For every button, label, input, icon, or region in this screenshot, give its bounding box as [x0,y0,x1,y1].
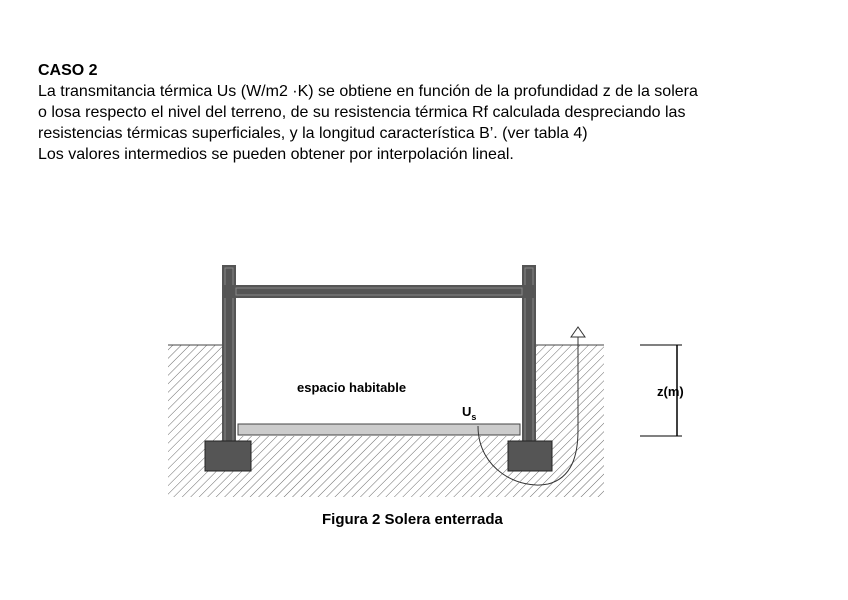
space-label: espacio habitable [297,380,407,395]
us-label: $U_s$ [462,404,477,422]
roof-slab [222,285,536,298]
depth-label: z(m) [657,384,684,399]
footing-right [508,441,552,471]
paragraph-line-3: resistencias térmicas superficiales, y la longitud característica B’. (ver tabla 4) [38,125,588,142]
footing-left [205,441,251,471]
us-subscript: s [471,412,477,422]
figure-caption: Figura 2 Solera enterrada [322,511,503,528]
paragraph-line-1: La transmitancia térmica Us (W/m2 ·K) se obtiene en función de la profundidad z de la solera [38,83,698,100]
section-heading: CASO 2 [38,62,98,79]
paragraph-line-2: o losa respecto el nivel del terreno, de su resistencia térmica Rf calculada despreciando las [38,104,686,121]
heat-flow-arrow-icon [571,327,585,337]
paragraph-line-4: Los valores intermedios se pueden obtener por interpolación lineal. [38,146,514,163]
